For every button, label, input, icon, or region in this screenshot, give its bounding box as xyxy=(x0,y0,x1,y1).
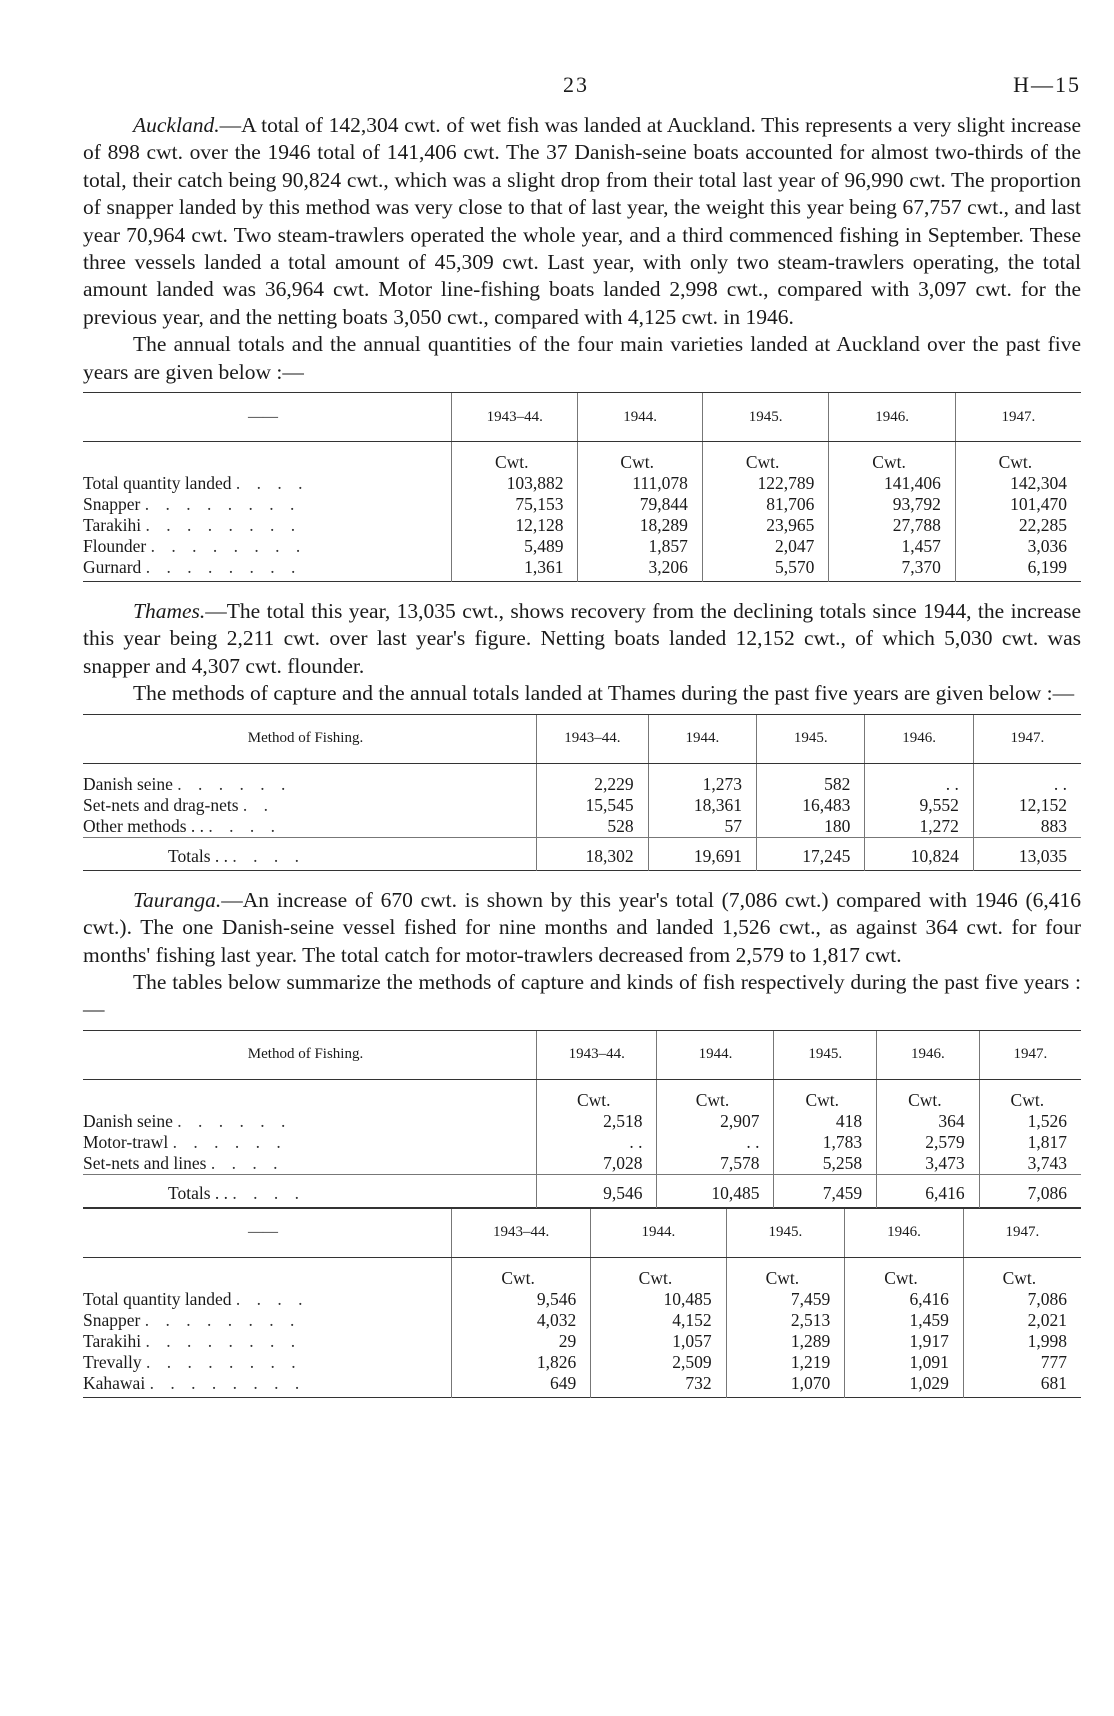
unit-cell: Cwt. xyxy=(845,1257,964,1289)
table-cell: 79,844 xyxy=(578,494,702,515)
table-cell: 6,416 xyxy=(877,1174,980,1207)
report-page xyxy=(83,72,1081,1398)
table-cell: . . xyxy=(865,763,973,795)
table-cell: 1,457 xyxy=(829,536,955,557)
row-label: Motor-trawl xyxy=(83,1131,169,1152)
tauranga-intro: The tables below summarize the methods of capture and kinds of fish respectively during the past five years :— xyxy=(83,969,1081,1022)
column-header: 1945. xyxy=(774,1030,877,1079)
table-corner: Method of Fishing. xyxy=(83,714,537,763)
table-cell: 1,526 xyxy=(979,1111,1081,1132)
table-cell: 13,035 xyxy=(973,837,1081,870)
page-number: 23 xyxy=(563,72,589,97)
table-cell: 17,245 xyxy=(757,837,865,870)
table-corner: —— xyxy=(83,1208,452,1257)
table-cell: 1,857 xyxy=(578,536,702,557)
column-header: 1943–44. xyxy=(452,1208,591,1257)
table-cell: 103,882 xyxy=(452,473,578,494)
table-cell: 141,406 xyxy=(829,473,955,494)
table-cell: 2,229 xyxy=(537,763,649,795)
table-cell: 9,552 xyxy=(865,795,973,816)
table-cell: 2,509 xyxy=(591,1352,726,1373)
table-cell: 528 xyxy=(537,816,649,838)
column-header: 1944. xyxy=(591,1208,726,1257)
column-header: 1945. xyxy=(726,1208,845,1257)
table-cell: 2,047 xyxy=(702,536,828,557)
table-cell: 19,691 xyxy=(648,837,756,870)
table-corner: Method of Fishing. xyxy=(83,1030,537,1079)
table-cell: 3,743 xyxy=(979,1153,1081,1175)
table-cell: 18,302 xyxy=(537,837,649,870)
leader-dots: . . . . . . . . xyxy=(150,536,307,557)
row-label: Flounder xyxy=(83,536,147,557)
column-header: 1943–44. xyxy=(537,714,649,763)
auckland-body: —A total of 142,304 cwt. of wet fish was landed at Auckland. This represents a very slight increase of 898 cwt. over the 1946 total of 141,406 cwt. The 37 Danish-seine boats accounted for almost two-thirds of the total, their catch being 90,824 cwt., which was a slight drop from their total last year of 96,990 cwt. The proportion of snapper landed by this method was very close to that of last year, the weight this year being 67,757 cwt., and last year 70,964 cwt. Two steam-trawlers operated the whole year, and a third commenced fishing in September. These three vessels landed a total amount of 45,309 cwt. Last year, with only two steam-trawlers operating, the total amount landed was 36,964 cwt. Motor line-fishing boats landed 2,998 cwt., compared with 3,097 cwt. for the previous year, and the netting boats 3,050 cwt., compared with 4,125 cwt. in 1946. xyxy=(83,113,1081,329)
totals-row xyxy=(83,837,1081,870)
row-label: Set-nets and lines xyxy=(83,1152,207,1173)
column-header: 1947. xyxy=(973,714,1081,763)
unit-cell: Cwt. xyxy=(774,1079,877,1111)
column-header: 1943–44. xyxy=(537,1030,657,1079)
table-cell: 1,783 xyxy=(774,1132,877,1153)
column-header: 1947. xyxy=(955,393,1081,442)
leader-dots: . . . . xyxy=(235,1288,309,1309)
table-cell: 3,206 xyxy=(578,557,702,582)
tauranga-paragraph xyxy=(83,887,1081,969)
table-row xyxy=(83,1373,1081,1398)
table-cell: 142,304 xyxy=(955,473,1081,494)
leader-dots: . . . . xyxy=(210,1152,284,1173)
thames-intro: The methods of capture and the annual totals landed at Thames during the past five years are given below :— xyxy=(133,681,1075,706)
row-label: Gurnard xyxy=(83,557,142,578)
leader-dots: . . . . . . . . xyxy=(145,515,302,536)
table-cell: 732 xyxy=(591,1373,726,1398)
table-cell: 18,361 xyxy=(648,795,756,816)
table-cell: 2,513 xyxy=(726,1310,845,1331)
unit-cell: Cwt. xyxy=(726,1257,845,1289)
table-cell: 10,824 xyxy=(865,837,973,870)
units-row xyxy=(83,1079,1081,1111)
tauranga-varieties-table xyxy=(83,1208,1081,1398)
table-cell: 5,570 xyxy=(702,557,828,582)
table-cell: 101,470 xyxy=(955,494,1081,515)
table-cell: 582 xyxy=(757,763,865,795)
table-cell: 9,546 xyxy=(452,1289,591,1310)
table-cell: 12,152 xyxy=(973,795,1081,816)
column-header: 1944. xyxy=(648,714,756,763)
table-cell: 7,459 xyxy=(726,1289,845,1310)
table-cell: 4,032 xyxy=(452,1310,591,1331)
table-row xyxy=(83,1310,1081,1331)
table-cell: 111,078 xyxy=(578,473,702,494)
auckland-intro: The annual totals and the annual quantities of the four main varieties landed at Auckland over the past five years are given below :— xyxy=(83,332,1081,384)
leader-dots: . . . . . . . . xyxy=(145,557,302,578)
table-cell: 681 xyxy=(963,1373,1081,1398)
row-label: Kahawai xyxy=(83,1372,146,1393)
table-cell: 16,483 xyxy=(757,795,865,816)
unit-cell: Cwt. xyxy=(452,442,578,474)
leader-dots: . . . . . . . . xyxy=(144,494,301,515)
table-cell: 1,917 xyxy=(845,1331,964,1352)
table-cell: 2,907 xyxy=(657,1111,774,1132)
row-label: Total quantity landed xyxy=(83,1288,232,1309)
units-row xyxy=(83,442,1081,474)
table-row xyxy=(83,515,1081,536)
table-cell: 7,028 xyxy=(537,1153,657,1175)
table-cell: 23,965 xyxy=(702,515,828,536)
table-cell: 3,473 xyxy=(877,1153,980,1175)
table-row xyxy=(83,1153,1081,1175)
table-cell: 2,518 xyxy=(537,1111,657,1132)
unit-cell: Cwt. xyxy=(877,1079,980,1111)
table-cell: 10,485 xyxy=(591,1289,726,1310)
table-cell: 3,036 xyxy=(955,536,1081,557)
table-cell: 1,057 xyxy=(591,1331,726,1352)
table-cell: 93,792 xyxy=(829,494,955,515)
table-cell: 418 xyxy=(774,1111,877,1132)
table-cell: 5,258 xyxy=(774,1153,877,1175)
table-row xyxy=(83,816,1081,838)
table-cell: 4,152 xyxy=(591,1310,726,1331)
unit-cell: Cwt. xyxy=(955,442,1081,474)
document-reference: H—15 xyxy=(1013,72,1081,97)
table-cell: 2,021 xyxy=(963,1310,1081,1331)
column-header: 1946. xyxy=(845,1208,964,1257)
tauranga-body: —An increase of 670 cwt. is shown by this year's total (7,086 cwt.) compared with 1946 (6,416 cwt.). The one Danish-seine vessel fished for nine months and landed 1,526 cwt., as against 364 cwt. for four months' fishing last year. The total catch for motor-trawlers decreased from 2,579 to 1,817 cwt. xyxy=(83,887,1081,967)
leader-dots: . . xyxy=(242,794,275,815)
table-cell: 1,459 xyxy=(845,1310,964,1331)
leader-dots: . . . . xyxy=(232,1182,306,1203)
column-header: 1946. xyxy=(877,1030,980,1079)
table-row xyxy=(83,1111,1081,1132)
table-row xyxy=(83,1289,1081,1310)
table-cell: . . xyxy=(537,1132,657,1153)
unit-cell: Cwt. xyxy=(591,1257,726,1289)
table-cell: 122,789 xyxy=(702,473,828,494)
leader-dots: . . . . xyxy=(208,815,282,836)
table-row xyxy=(83,1352,1081,1373)
table-cell: . . xyxy=(657,1132,774,1153)
row-label: Trevally xyxy=(83,1351,142,1372)
table-cell: 57 xyxy=(648,816,756,838)
row-label: Tarakihi xyxy=(83,515,142,536)
row-label: Totals . . xyxy=(168,1182,229,1203)
tauranga-heading: Tauranga. xyxy=(133,887,222,912)
table-row xyxy=(83,557,1081,582)
table-cell: 1,289 xyxy=(726,1331,845,1352)
page-header xyxy=(83,72,1081,112)
leader-dots: . . . . . . xyxy=(172,1131,287,1152)
row-label: Other methods . . xyxy=(83,815,205,836)
leader-dots: . . . . . . xyxy=(177,1110,292,1131)
auckland-paragraph xyxy=(83,112,1081,331)
row-label: Tarakihi xyxy=(83,1330,142,1351)
leader-dots: . . . . . . . . xyxy=(145,1330,302,1351)
table-cell: 22,285 xyxy=(955,515,1081,536)
table-cell: 6,199 xyxy=(955,557,1081,582)
thames-methods-table xyxy=(83,714,1081,871)
table-cell: 29 xyxy=(452,1331,591,1352)
totals-row xyxy=(83,1174,1081,1207)
leader-dots: . . . . . . . . xyxy=(144,1309,301,1330)
unit-cell: Cwt. xyxy=(963,1257,1081,1289)
table-cell: 1,091 xyxy=(845,1352,964,1373)
table-cell: 27,788 xyxy=(829,515,955,536)
table-cell: 75,153 xyxy=(452,494,578,515)
unit-cell: Cwt. xyxy=(829,442,955,474)
column-header: 1947. xyxy=(963,1208,1081,1257)
table-cell: 10,485 xyxy=(657,1174,774,1207)
leader-dots: . . . . . . . . xyxy=(149,1372,306,1393)
table-cell: 9,546 xyxy=(537,1174,657,1207)
table-cell: . . xyxy=(973,763,1081,795)
thames-body: —The total this year, 13,035 cwt., shows recovery from the declining totals since 1944, the increase this year being 2,211 cwt. over last year's figure. Netting boats landed 12,152 cwt., of which 5,030 cwt. was snapper and 4,307 cwt. flounder. xyxy=(83,599,1081,678)
row-label: Total quantity landed xyxy=(83,473,232,494)
auckland-heading: Auckland. xyxy=(133,113,220,137)
leader-dots: . . . . xyxy=(232,845,306,866)
table-row xyxy=(83,1132,1081,1153)
table-cell: 7,086 xyxy=(979,1174,1081,1207)
table-row xyxy=(83,494,1081,515)
table-row xyxy=(83,1331,1081,1352)
row-label: Danish seine xyxy=(83,1110,173,1131)
column-header: 1947. xyxy=(979,1030,1081,1079)
table-cell: 7,086 xyxy=(963,1289,1081,1310)
column-header: 1944. xyxy=(657,1030,774,1079)
row-label: Danish seine xyxy=(83,773,173,794)
table-cell: 2,579 xyxy=(877,1132,980,1153)
unit-cell: Cwt. xyxy=(578,442,702,474)
units-row xyxy=(83,1257,1081,1289)
table-cell: 883 xyxy=(973,816,1081,838)
table-cell: 6,416 xyxy=(845,1289,964,1310)
row-label: Snapper xyxy=(83,1309,141,1330)
leader-dots: . . . . xyxy=(235,473,309,494)
column-header: 1945. xyxy=(702,393,828,442)
thames-heading: Thames. xyxy=(133,599,206,624)
row-label: Snapper xyxy=(83,494,141,515)
table-cell: 7,370 xyxy=(829,557,955,582)
table-cell: 777 xyxy=(963,1352,1081,1373)
column-header: 1944. xyxy=(578,393,702,442)
table-cell: 649 xyxy=(452,1373,591,1398)
unit-cell: Cwt. xyxy=(452,1257,591,1289)
table-cell: 1,817 xyxy=(979,1132,1081,1153)
table-cell: 12,128 xyxy=(452,515,578,536)
table-cell: 7,459 xyxy=(774,1174,877,1207)
table-corner: —— xyxy=(83,393,452,442)
row-label: Totals . . xyxy=(168,845,229,866)
table-cell: 1,070 xyxy=(726,1373,845,1398)
table-cell: 5,489 xyxy=(452,536,578,557)
table-cell: 1,826 xyxy=(452,1352,591,1373)
row-label: Set-nets and drag-nets xyxy=(83,794,239,815)
table-cell: 364 xyxy=(877,1111,980,1132)
unit-cell: Cwt. xyxy=(537,1079,657,1111)
table-cell: 15,545 xyxy=(537,795,649,816)
table-row xyxy=(83,536,1081,557)
table-cell: 180 xyxy=(757,816,865,838)
unit-cell: Cwt. xyxy=(657,1079,774,1111)
table-row xyxy=(83,473,1081,494)
column-header: 1946. xyxy=(865,714,973,763)
table-cell: 81,706 xyxy=(702,494,828,515)
auckland-varieties-table xyxy=(83,392,1081,582)
thames-paragraph xyxy=(83,598,1081,680)
leader-dots: . . . . . . . . xyxy=(146,1351,302,1372)
table-cell: 1,273 xyxy=(648,763,756,795)
table-cell: 1,361 xyxy=(452,557,578,582)
table-cell: 1,029 xyxy=(845,1373,964,1398)
column-header: 1946. xyxy=(829,393,955,442)
leader-dots: . . . . . . xyxy=(177,773,292,794)
table-cell: 1,272 xyxy=(865,816,973,838)
table-cell: 7,578 xyxy=(657,1153,774,1175)
table-cell: 1,219 xyxy=(726,1352,845,1373)
table-row xyxy=(83,795,1081,816)
table-cell: 18,289 xyxy=(578,515,702,536)
column-header: 1943–44. xyxy=(452,393,578,442)
column-header: 1945. xyxy=(757,714,865,763)
unit-cell: Cwt. xyxy=(702,442,828,474)
table-row xyxy=(83,763,1081,795)
tauranga-methods-table xyxy=(83,1030,1081,1208)
unit-cell: Cwt. xyxy=(979,1079,1081,1111)
table-cell: 1,998 xyxy=(963,1331,1081,1352)
